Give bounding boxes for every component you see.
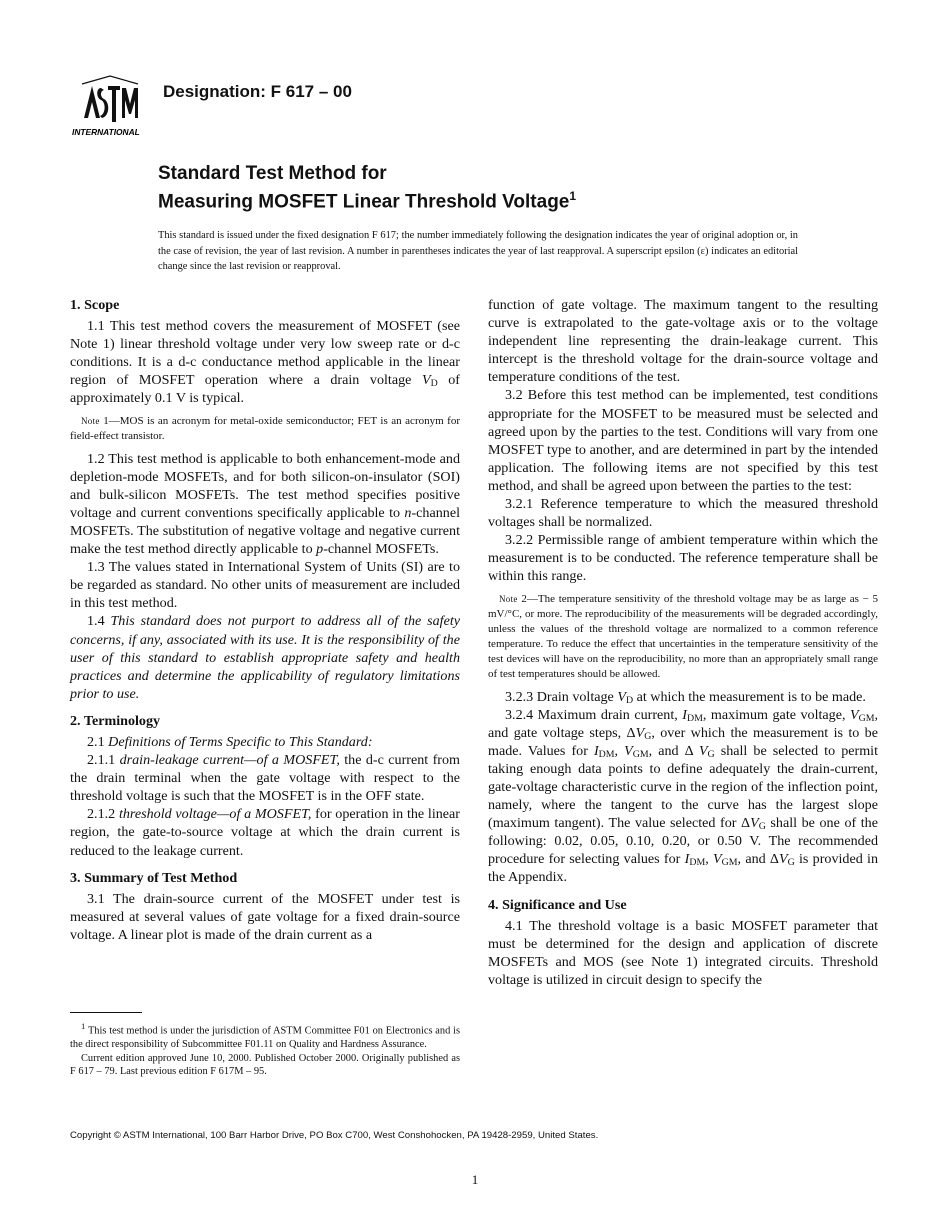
paragraph-4-1: 4.1 The threshold voltage is a basic MOSFET parameter that must be determined for the design and application of discrete MOSFETs and MOS (see Note 1) integrated circuits. Threshold voltage is utilized in circuit design to specify the [488,917,878,988]
left-column [70,296,460,944]
footnote-1: $^1$ This test method is under the jurisdiction of ASTM Committee F01 on Electronics and is the direct responsibility of Subcommittee F01.11 on Quality and Hardness Assurance. [70,1021,460,1051]
paragraph-1-1: 1.1 This test method covers the measurement of MOSFET (see Note 1) linear threshold voltage under very low sweep rate or d-c conditions. It is a d-c conductance method applicable in the linear region of MOSFET operation where a drain voltage $V_D$ of approximately 0.1 V is typical. [70,318,460,407]
page-number: 1 [471,1172,479,1187]
paragraph-3-2-4: 3.2.4 Maximum drain current, $I_{DM}$, maximum gate voltage, $V_{GM}$, and gate voltage steps, $\Delta V_G$, over which the measurement is to be made. Values for $I_{DM}$, $V_{GM}$, and Δ $V_G$ shall be selected to permit taking enough data points to define adequately the drain-current, gate-voltage characteristic curve in the region of the inflection point, namely, where the tangent to the curve has the largest slope (maximum tangent). The value selected for $\Delta V_G$ shall be one of the following: 0.02, 0.05, 0.10, 0.20, or 0.50 V. The recommended procedure for selecting values for $I_{DM}$, $V_{GM}$, and $\Delta V_G$ is provided in the Appendix. [488,706,878,886]
paragraph-2-1-2: 2.1.2 threshold voltage—of a MOSFET, for operation in the linear region, the gate-to-source voltage at which the drain current is reduced to the leakage current. [70,806,460,859]
note-1: Note 1—MOS is an acronym for metal-oxide semiconductor; FET is an acronym for field-effect transistor. [70,414,460,442]
issue-statement: This standard is issued under the fixed designation F 617; the number immediately following the designation indicates the year of original adoption or, in the case of revision, the year of last revision. A number in parentheses indicates the year of last reapproval. A superscript epsilon (ε) indicates an editorial change since the last revision or reapproval. [158,230,798,272]
title-footnote-mark: 1 [569,189,577,203]
section-heading-summary: 3. Summary of Test Method [70,869,238,886]
section-heading-terminology: 2. Terminology [70,712,161,729]
paragraph-2-1-1: 2.1.1 drain-leakage current—of a MOSFET, the d-c current from the drain terminal when the gate voltage with respect to the threshold voltage is such that the MOSFET is in the OFF state. [70,752,460,805]
astm-logo-icon [70,74,150,138]
paragraph-3-2-2: 3.2.2 Permissible range of ambient temperature within which the measurement is to be conducted. The reference temperature shall be within this range. [488,532,878,585]
section-heading-significance: 4. Significance and Use [488,896,627,913]
logo-wordmark: INTERNATIONAL [72,127,140,137]
copyright-line: Copyright © ASTM International, 100 Barr Harbor Drive, PO Box C700, West Conshohocken, PA 19428-2959, United States. [70,1130,599,1141]
designation: Designation: F 617 – 00 [163,82,352,101]
footnote-rule [70,1012,142,1013]
paragraph-2-1: 2.1 Definitions of Terms Specific to This Standard: [87,733,373,750]
paragraph-3-2-1: 3.2.1 Reference temperature to which the measured threshold voltages shall be normalized. [488,496,878,531]
paragraph-1-2: 1.2 This test method is applicable to both enhancement-mode and depletion-mode MOSFETs, and for both silicon-on-insulator (SOI) and bulk-silicon MOSFETs. The test method specifies positive voltage and current conventions specifically applicable to n-channel MOSFETs. The substitution of negative voltage and negative current make the test method directly applicable to p-channel MOSFETs. [70,450,460,558]
footnote-approval: Current edition approved June 10, 2000. Published October 2000. Originally published as F 617 – 79. Last previous edition F 617M – 95. [70,1052,460,1078]
note-2: Note 2—The temperature sensitivity of the threshold voltage may be as large as − 5 mV/°C, or more. The reproducibility of the measurements will be degraded accordingly, unless the values of the threshold voltage are normalized to a common reference temperature. To reduce the effect that uncertainties in the temperature sensitivity of the test devices will have on the reproducibility, no more than an appropriately small range of test temperatures should be allowed. [488,592,878,680]
section-heading-scope: 1. Scope [70,297,120,313]
title-line-2: Measuring MOSFET Linear Threshold Voltage$^1$ [158,189,577,213]
title-line-1: Standard Test Method for [158,163,387,184]
paragraph-3-2: 3.2 Before this test method can be implemented, test conditions appropriate for the MOSFET to be measured must be selected and agreed upon by the parties to the test. Conditions will vary from one MOSFET type to another, and are determined in part by the intended application. The following items are not specified by this test method, and shall be agreed upon between the parties to the test: [488,387,878,494]
footnotes [70,1020,460,1079]
paragraph-3-1-continued: function of gate voltage. The maximum tangent to the resulting curve is extrapolated to the gate-voltage axis or to the voltage independent line representing the drain-leakage current. This intercept is the threshold voltage for the drain-source voltage and temperature conditions of the test. [488,297,878,386]
right-column [488,296,878,989]
paragraph-1-3: 1.3 The values stated in International System of Units (SI) are to be regarded as standard. No other units of measurement are included in this test method. [70,559,460,612]
paragraph-3-2-3: 3.2.3 Drain voltage $V_D$ at which the measurement is to be made. [505,688,866,706]
paragraph-3-1-start: 3.1 The drain-source current of the MOSFET under test is measured at several values of gate voltage for a fixed drain-source voltage. A linear plot is made of the drain current as a [70,890,460,943]
document-title [158,162,576,213]
paragraph-1-4: 1.4 This standard does not purport to address all of the safety concerns, if any, associated with its use. It is the responsibility of the user of this standard to establish appropriate safety and health practices and determine the applicability of regulatory limitations prior to use. [70,613,460,702]
